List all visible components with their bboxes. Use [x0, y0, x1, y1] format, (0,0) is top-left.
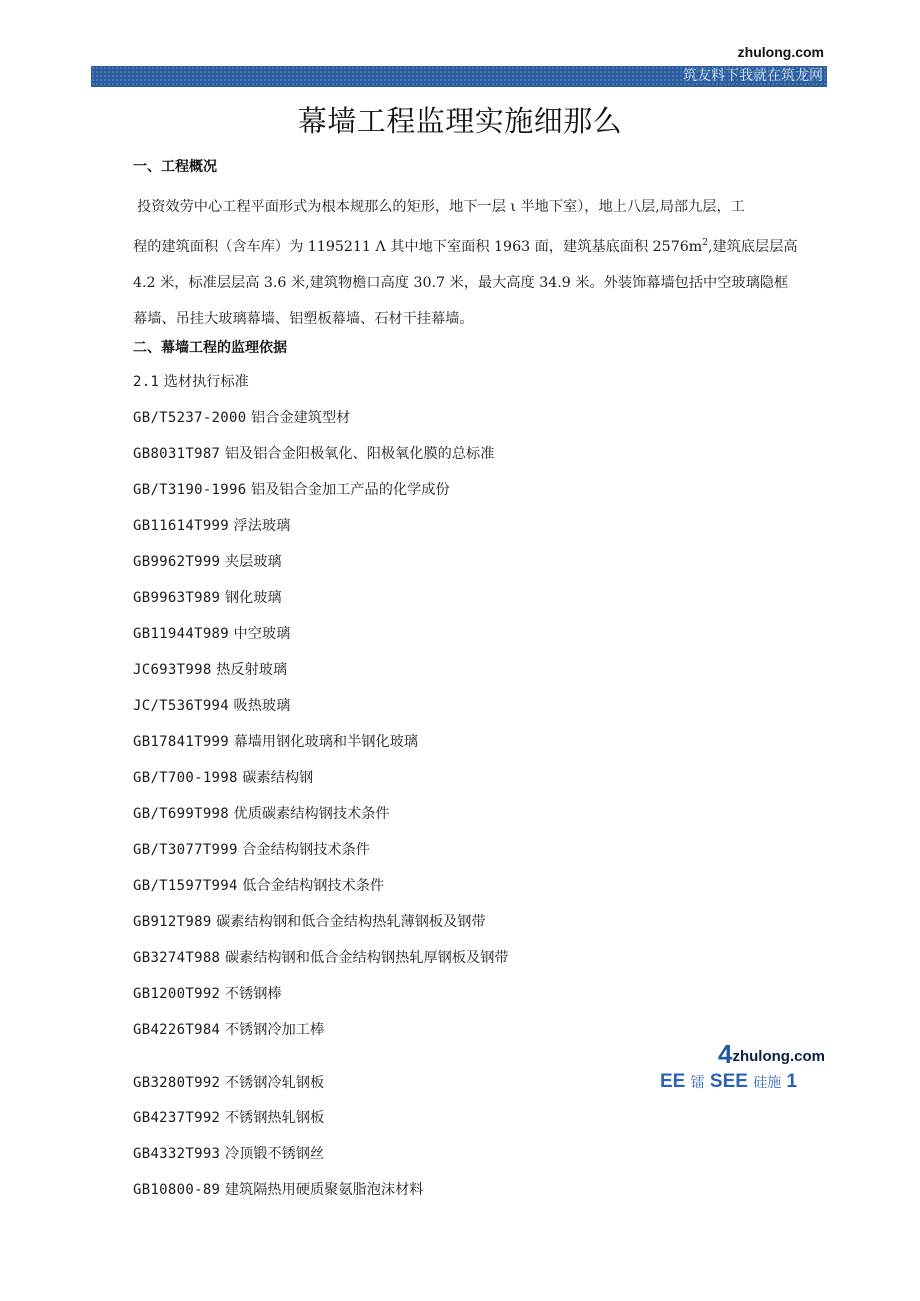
paragraph-line: 4.2 米，标准层层高 3.6 米,建筑物檐口高度 30.7 米，最大高度 34.9 米。外装饰幕墙包括中空玻璃隐框 [133, 275, 789, 291]
standard-item [133, 480, 450, 500]
standard-code: GB10800-89 [133, 1182, 221, 1198]
standard-code: JC/T536T994 [133, 698, 230, 714]
standard-title: 低合金结构钢技术条件 [242, 878, 385, 894]
standard-code: GB4226T984 [133, 1022, 221, 1038]
standard-item [133, 1144, 324, 1164]
standard-item [133, 696, 290, 716]
standard-code: GB/T3077T999 [133, 842, 238, 858]
standard-code: GB/T3190-1996 [133, 482, 247, 498]
standard-item [133, 732, 418, 752]
standard-code: GB3280T992 [133, 1075, 221, 1091]
overview-paragraph [133, 189, 823, 337]
watermark-logo-top: 4zhulong.com [718, 1039, 825, 1069]
paragraph-line: 幕墙、吊挂大玻璃幕墙、铝塑板幕墙、石材干挂幕墙。 [133, 311, 474, 327]
standard-code: GB912T989 [133, 914, 212, 930]
standard-code: GB4332T993 [133, 1146, 221, 1162]
standard-title: 幕墙用钢化玻璃和半钢化玻璃 [233, 734, 418, 750]
standard-code: GB/T5237-2000 [133, 410, 247, 426]
standard-title: 碳素结构钢和低合金结构钢热轧厚钢板及钢带 [224, 950, 509, 966]
paragraph-line: 投资效劳中心工程平面形式为根本规那么的矩形，地下一层 ι 半地下室），地上八层,局部九层，工 [137, 199, 745, 215]
standard-item [133, 1020, 324, 1040]
standard-code: GB/T700-1998 [133, 770, 238, 786]
standard-title: 不锈钢热轧钢板 [224, 1110, 325, 1126]
standard-item [133, 948, 509, 968]
standard-title: 不锈钢冷轧钢板 [224, 1075, 325, 1091]
standard-item [133, 1108, 324, 1128]
standard-title: 合金结构钢技术条件 [242, 842, 370, 858]
standard-item [133, 624, 290, 644]
section-heading-basis: 二、幕墙工程的监理依据 [133, 340, 287, 356]
standard-code: GB9962T999 [133, 554, 221, 570]
section-heading-overview: 一、工程概况 [133, 159, 217, 175]
standard-item [133, 1180, 423, 1200]
standard-item [133, 516, 290, 536]
standard-code: GB17841T999 [133, 734, 230, 750]
standard-item [133, 408, 350, 428]
standard-title: 吸热玻璃 [233, 698, 291, 714]
site-domain-label: zhulong.com [737, 44, 824, 60]
standard-title: 不锈钢棒 [224, 986, 282, 1002]
watermark-logo-bottom: EE 镭 SEE 硅施 1 [660, 1071, 798, 1092]
standard-code: 2.1 [133, 374, 160, 390]
superscript: 2 [702, 238, 708, 248]
standard-code: GB11614T999 [133, 518, 230, 534]
standard-code: GB9963T989 [133, 590, 221, 606]
standard-item [133, 372, 249, 392]
standard-item [133, 912, 486, 932]
paragraph-line: 程的建筑面积（含车库）为 1195211 Λ 其中地下室面积 1963 面，建筑基底面积 $2576m^2$,建筑底层层高 [133, 238, 798, 255]
standard-title: 铝合金建筑型材 [251, 410, 351, 426]
standard-code: GB8031T987 [133, 446, 221, 462]
standard-item [133, 1073, 324, 1093]
standard-code: GB4237T992 [133, 1110, 221, 1126]
banner-slogan: 筑友料下我就在筑龙网 [683, 68, 823, 84]
standard-title: 铝及铝合金加工产品的化学成份 [251, 482, 450, 498]
standard-item [133, 444, 494, 464]
standard-item [133, 876, 384, 896]
standard-title: 浮法玻璃 [233, 518, 291, 534]
standard-item [133, 804, 390, 824]
standard-item [133, 984, 282, 1004]
standard-code: GB3274T988 [133, 950, 221, 966]
standard-title: 夹层玻璃 [224, 554, 282, 570]
standard-title: 碳素结构钢和低合金结构热轧薄钢板及钢带 [216, 914, 486, 930]
standard-title: 铝及铝合金阳极氧化、阳极氧化膜的总标准 [224, 446, 495, 462]
standard-title: 冷顶锻不锈钢丝 [224, 1146, 325, 1162]
standard-title: 中空玻璃 [233, 626, 291, 642]
standard-code: JC693T998 [133, 662, 212, 678]
standard-code: GB/T1597T994 [133, 878, 238, 894]
standard-title: 建筑隔热用硬质聚氨脂泡沫材料 [224, 1182, 424, 1198]
standard-title: 钢化玻璃 [224, 590, 282, 606]
standard-title: 热反射玻璃 [216, 662, 288, 678]
standard-title: 选材执行标准 [163, 374, 249, 390]
standard-item [133, 768, 313, 788]
header-banner [91, 66, 827, 87]
standard-item [133, 588, 282, 608]
standard-code: GB1200T992 [133, 986, 221, 1002]
standard-code: GB11944T989 [133, 626, 230, 642]
standard-item [133, 660, 287, 680]
standard-title: 优质碳素结构钢技术条件 [233, 806, 390, 822]
standard-item [133, 552, 282, 572]
standard-code: GB/T699T998 [133, 806, 230, 822]
standard-title: 碳素结构钢 [242, 770, 314, 786]
standard-item [133, 840, 370, 860]
document-title: 幕墙工程监理实施细那么 [297, 104, 623, 138]
standard-title: 不锈钢冷加工棒 [224, 1022, 325, 1038]
